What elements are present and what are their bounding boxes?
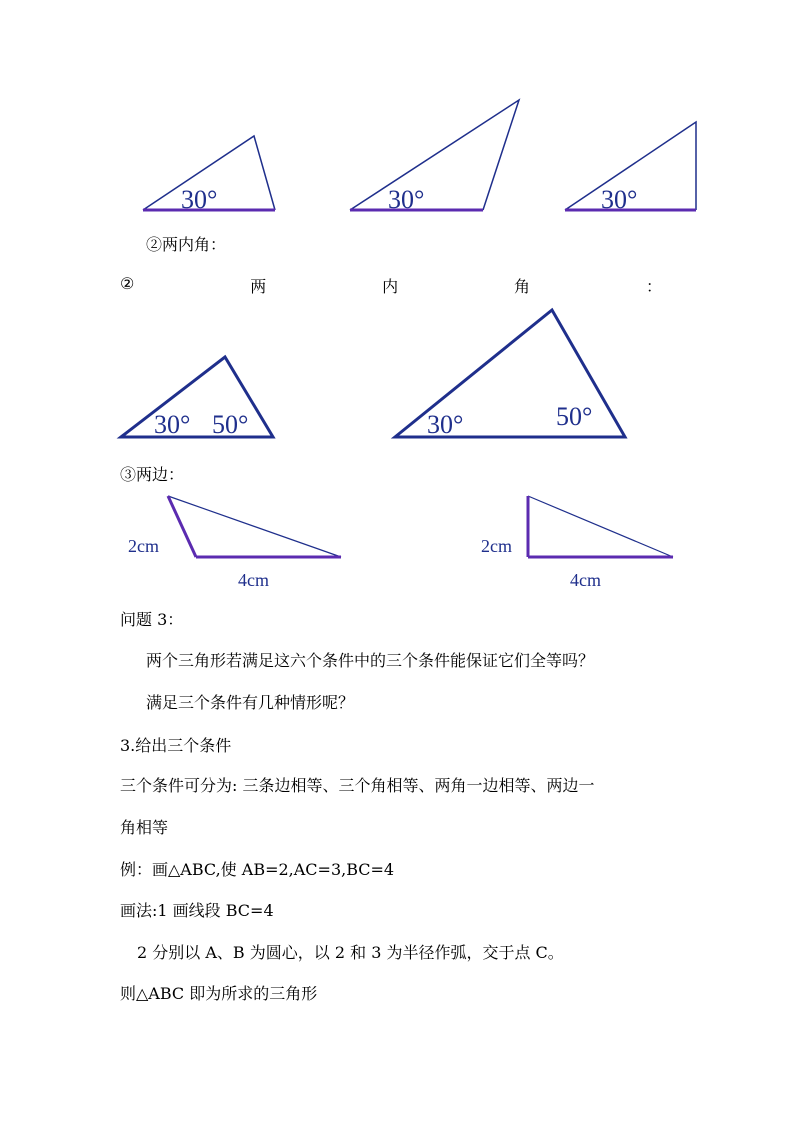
question3-line-2: 满足三个条件有几种情形呢？ [146, 693, 355, 712]
triangle-large [395, 310, 625, 439]
heading-two-sides: ③两边： [120, 465, 185, 484]
spread-char: 两 [250, 277, 267, 296]
triangle-acute [143, 136, 275, 214]
triangle-right [565, 122, 696, 214]
angle-label-30: 30° [427, 410, 464, 439]
method-step-1: 画法:1 画线段 BC=4 [120, 901, 274, 920]
angle-label-30: 30° [181, 185, 218, 214]
heading-two-angles: ②两内角： [146, 235, 227, 254]
conditions-line-2: 角相等 [120, 818, 169, 837]
example-text: 例：画△ABC,使 AB=2,AC=3,BC=4 [120, 860, 395, 879]
triangle-obtuse [350, 100, 519, 214]
spread-char: 内 [382, 277, 399, 296]
figure-two-angle-triangles [0, 300, 794, 445]
spread-char: ： [645, 277, 662, 296]
conditions-line-1: 三个条件可分为: 三条边相等、三个角相等、两角一边相等、两边一 [120, 776, 595, 795]
spread-char: ② [120, 274, 135, 293]
angle-label-30: 30° [601, 185, 638, 214]
side-label-2cm: 2cm [481, 536, 512, 556]
method-step-2: 2 分别以 A、B 为圆心，以 2 和 3 为半径作弧，交于点 C。 [137, 943, 564, 962]
figure-30-degree-triangles [0, 90, 794, 220]
section-title: 3.给出三个条件 [120, 736, 232, 755]
figure-two-side-triangles [0, 490, 794, 600]
angle-label-50: 50° [212, 410, 249, 439]
triangle-left-sides [128, 496, 341, 590]
angle-label-30: 30° [154, 410, 191, 439]
angle-label-50: 50° [556, 402, 593, 431]
question3-line-1: 两个三角形若满足这六个条件中的三个条件能保证它们全等吗？ [146, 651, 595, 670]
spread-heading-two-angles [120, 274, 662, 297]
triangle-right-sides [481, 496, 673, 590]
side-label-4cm: 4cm [570, 570, 601, 590]
conclusion-text: 则△ABC 即为所求的三角形 [120, 984, 318, 1003]
question3-label: 问题 3： [120, 610, 184, 629]
triangle-small [121, 357, 273, 439]
angle-label-30: 30° [388, 185, 425, 214]
spread-char: 角 [514, 277, 531, 296]
side-label-2cm: 2cm [128, 536, 159, 556]
side-label-4cm: 4cm [238, 570, 269, 590]
